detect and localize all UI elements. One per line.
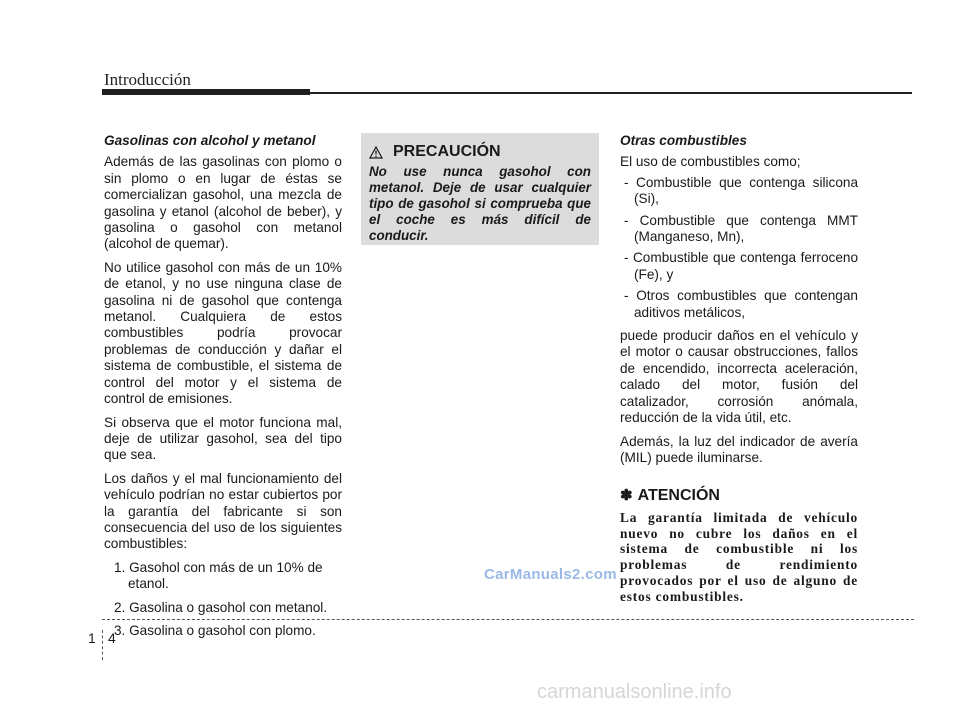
paragraph: El uso de combustibles como; — [620, 154, 801, 170]
caution-box — [361, 133, 599, 245]
caution-heading-label: PRECAUCIÓN — [393, 143, 501, 160]
list-item: - Combustible que contenga ferroceno (Fe), y — [624, 250, 858, 282]
footer-divider — [102, 619, 914, 620]
attention-heading-label: ATENCIÓN — [637, 487, 720, 505]
caution-text: No use nunca gasohol con metanol. Deje de usar cualquier tipo de gasohol si comprueba que el coche es más difícil de conducir. — [369, 164, 591, 243]
footer-page-divider — [102, 630, 103, 660]
list-item: - Combustible que contenga MMT (Manganeso, Mn), — [624, 212, 858, 245]
paragraph: No utilice gasohol con más de un 10% de etanol, y no use ninguna clase de gasolina ni de gasohol que contenga metanol. Cualquiera de estos combustibles podría provocar problemas de conducción y dañar el sistema de combustible, el sistema de control del motor y el sistema de control de emisiones. — [104, 259, 342, 407]
list-item: 2. Gasolina o gasohol con metanol. — [114, 599, 328, 615]
column-left — [104, 133, 342, 646]
warning-triangle-icon — [369, 146, 383, 159]
list-item: 1. Gasohol con más de un 10% de etanol. — [114, 559, 323, 592]
attention-text: La garantía limitada de vehículo nuevo no cubre los daños en el sistema de combustible ni los problemas de rendimiento provocados por el uso de alguno de estos combustibles. — [620, 509, 858, 604]
column-right — [620, 133, 858, 605]
paragraph: puede producir daños en el vehículo y el motor o causar obstrucciones, fallos de encendido, incorrecta aceleración, calado del motor, fusión del catalizador, corrosión anómala, reducción de la vida útil, etc. — [620, 328, 858, 426]
list-item: - Combustible que contenga silicona (Si), — [624, 174, 858, 207]
caution-heading — [369, 143, 501, 161]
watermark: CarManuals2.com — [484, 566, 617, 583]
paragraph: Además, la luz del indicador de avería (MIL) puede iluminarse. — [620, 433, 858, 465]
list-item: 3. Gasolina o gasohol con plomo. — [114, 622, 316, 638]
attention-star-icon: ✽ — [620, 487, 633, 505]
bottom-watermark: carmanualsonline.info — [537, 681, 732, 703]
chapter-number: 1 — [88, 630, 96, 646]
header-title: Introducción — [104, 70, 191, 89]
page-number: 4 — [108, 630, 116, 646]
section-heading-alcohol: Gasolinas con alcohol y metanol — [104, 133, 316, 148]
header-bar-thin — [310, 92, 912, 94]
dash-list — [620, 175, 858, 321]
paragraph: Además de las gasolinas con plomo o sin plomo o en lugar de éstas se comercializan gasohol, una mezcla de gasolina y etanol (alcohol de beber), y gasolina o gasohol con metanol (alcohol de quemar). — [104, 154, 342, 252]
list-item: - Otros combustibles que contengan aditivos metálicos, — [624, 288, 858, 320]
header-bar-thick — [102, 89, 310, 95]
section-heading-other-fuels: Otras combustibles — [620, 133, 747, 148]
attention-heading — [620, 488, 858, 504]
paragraph: Los daños y el mal funcionamiento del vehículo podrían no estar cubiertos por la garantía del fabricante si son consecuencia del uso de los siguientes combustibles: — [104, 470, 342, 552]
paragraph: Si observa que el motor funciona mal, deje de utilizar gasohol, sea del tipo que sea. — [104, 414, 342, 463]
numbered-list — [104, 560, 342, 640]
